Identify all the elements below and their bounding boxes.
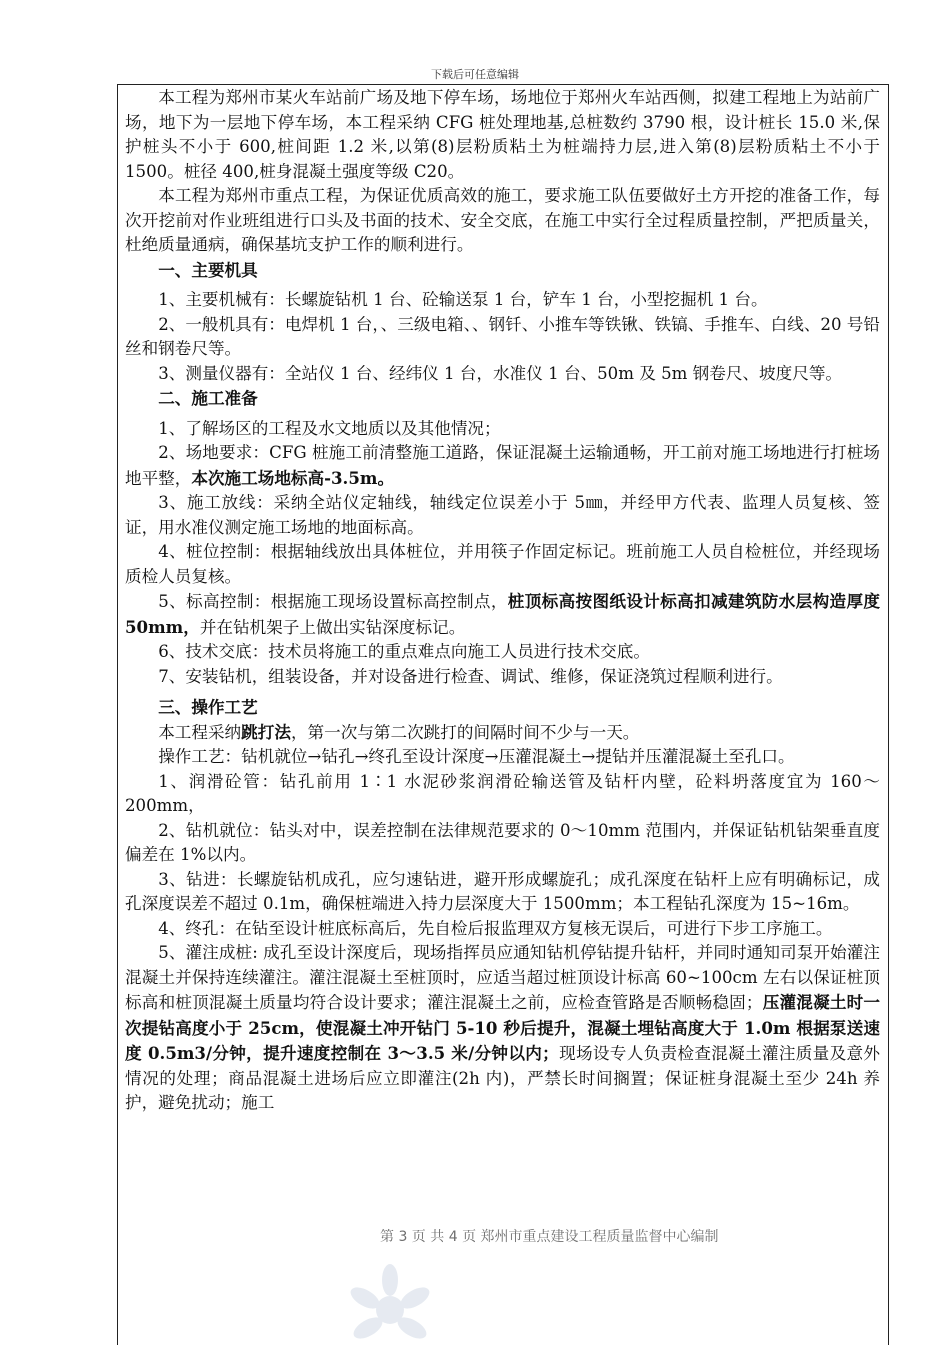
document-body: [125, 86, 880, 1116]
preparation-item-1: 1、了解场区的工程及水文地质以及其他情况；: [158, 418, 501, 438]
process-item-1: 1、润滑砼管：钻孔前用 1∶1 水泥砂浆润滑砼输送管及钻杆内壁，砼料坍落度宜为 160～200mm，: [125, 771, 880, 815]
process-item-5: 5、灌注成桩: 成孔至设计深度后，现场指挥员应通知钻机停钻提升钻杆，并同时通知司泵开始灌注混凝土并保持连续灌注。灌注混凝土至桩顶时，应适当超过桩顶设计标高 60~100cm 左右以保证桩顶标高和桩顶混凝土质量均符合设计要求；灌注混凝土之前，应检查管路是否顺畅稳固；压灌混凝土时一次提钻高度小于 25cm，使混凝土冲开钻门 5-10 秒后提升，混凝土埋钻高度大于 1.0m 根据泵送速度 0.5m3/分钟，提升速度控制在 3～3.5 米/分钟以内；现场设专人负责检查混凝土灌注质量及意外情况的处理；商品混凝土进场后应立即灌注(2h 内)，严禁长时间搁置；保证桩身混凝土至少 24h 养护，避免扰动；施工: [125, 943, 881, 1112]
process-item-2: 2、钻机就位：钻头对中，误差控制在法律规范要求的 0～10mm 范围内，并保证钻机钻架垂直度偏差在 1%以内。: [125, 820, 880, 864]
preparation-item-4: 4、桩位控制：根据轴线放出具体桩位，并用筷子作固定标记。班前施工人员自检桩位，并经现场质检人员复核。: [125, 542, 880, 586]
preparation-item-7: 7、安装钻机，组装设备，并对设备进行检查、调试、维修，保证浇筑过程顺利进行。: [158, 666, 783, 686]
intro-paragraph-2: 本工程为郑州市重点工程，为保证优质高效的施工，要求施工队伍要做好土方开挖的准备工作，每次开挖前对作业班组进行口头及书面的技术、安全交底，在施工中实行全过程质量控制，严把质量关，杜绝质量通病，确保基坑支护工作的顺利进行。: [125, 186, 880, 254]
section-title-preparation: 二、施工准备: [158, 388, 258, 408]
equipment-item-1: 1、主要机械有：长螺旋钻机 1 台、砼输送泵 1 台，铲车 1 台，小型挖掘机 1 台。: [158, 290, 768, 309]
equipment-item-2: 2、一般机具有：电焊机 1 台，、三级电箱、、钢钎、小推车等铁锹、铁镐、手推车、白线、20 号铅丝和钢卷尺等。: [125, 314, 880, 358]
intro-paragraph-1: 本工程为郑州市某火车站前广场及地下停车场，场地位于郑州火车站西侧，拟建工程地上为站前广场，地下为一层地下停车场，本工程采纳 CFG 桩处理地基,总桩数约 3790 根，设计桩长 15.0 米,保护桩头不小于 600,桩间距 1.2 米,以第(8)层粉质粘土为桩端持力层,进入第(8)层粉质粘土不小于 1500。桩径 400,桩身混凝土强度等级 C20。: [125, 88, 880, 181]
preparation-item-2: 2、场地要求：CFG 桩施工前清整施工道路，保证混凝土运输通畅，开工前对施工场地进行打桩场地平整，本次施工场地标高-3.5m。: [125, 443, 880, 488]
process-item-3: 3、钻进：长螺旋钻机成孔，应匀速钻进，避开形成螺旋孔；成孔深度在钻杆上应有明确标记，成孔深度误差不超过 0.1m，确保桩端进入持力层深度大于 1500mm；本工程钻孔深度为 15~16m。: [125, 869, 880, 913]
equipment-item-3: 3、测量仪器有：全站仪 1 台、经纬仪 1 台，水准仪 1 台、50m 及 5m 钢卷尺、坡度尺等。: [158, 363, 843, 383]
watermark-emblem: [330, 1250, 450, 1344]
preparation-item-5: 5、标高控制：根据施工现场设置标高控制点，桩顶标高按图纸设计标高扣减建筑防水层构造厚度 50mm，并在钻机架子上做出实钻深度标记。: [125, 591, 880, 637]
header-note: 下载后可任意编辑: [431, 68, 519, 81]
footer-note: 第 3 页 共 4 页 郑州市重点建设工程质量监督中心编制: [380, 1229, 719, 1245]
process-paragraph-2: 操作工艺：钻机就位→钻孔→终孔至设计深度→压灌混凝土→提钻并压灌混凝土至孔口。: [158, 747, 795, 766]
preparation-item-6: 6、技术交底：技术员将施工的重点难点向施工人员进行技术交底。: [158, 642, 650, 661]
preparation-item-3: 3、施工放线：采纳全站仪定轴线，轴线定位误差小于 5㎜，并经甲方代表、监理人员复核、签证，用水准仪测定施工场地的地面标高。: [125, 493, 880, 537]
section-title-process: 三、操作工艺: [158, 697, 258, 717]
process-paragraph-1: 本工程采纳跳打法，第一次与第二次跳打的间隔时间不少与一天。: [158, 721, 640, 742]
process-item-4: 4、终孔：在钻至设计桩底标高后，先自检后报监理双方复核无误后，可进行下步工序施工。: [158, 918, 833, 938]
section-title-equipment: 一、主要机具: [158, 259, 258, 280]
